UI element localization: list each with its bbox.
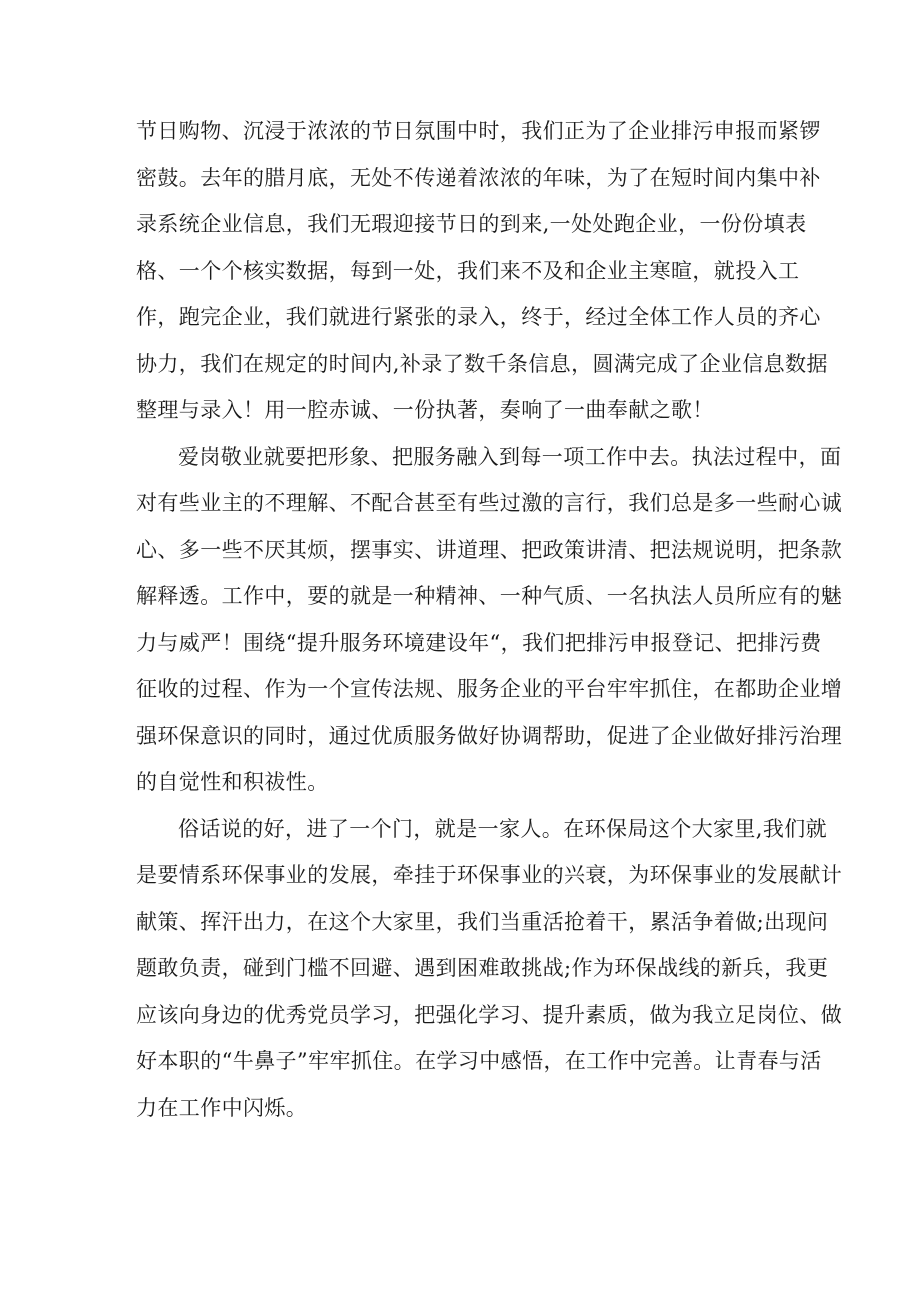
text-line: 俗话说的好，进了一个门，就是一家人。在环保局这个大家里,我们就 [178,816,828,841]
text-line: 解释透。工作中，要的就是一种精神、一种气质、一名执法人员所应有的魅 [136,584,843,608]
text-line: 的自觉性和积祓性。 [136,770,329,794]
text-line: 格、一个个核实数据，每到一处，我们来不及和企业主寒暄，就投入工 [136,258,800,283]
text-line: 征收的过程、作为一个宣传法规、服务企业的平台牢牢抓住，在都助企业增 [136,677,843,701]
text-line: 录系统企业信息，我们无瑕迎接节日的到来,一处处跑企业，一份份填表 [136,212,807,236]
text-line: 作，跑完企业，我们就进行紧张的录入，终于，经过全体工作人员的齐心 [136,305,821,329]
document-body [136,108,843,1131]
text-line: 应该向身边的优秀党员学习，把强化学习、提升素质，做为我立足岗位、做 [136,1002,843,1027]
paragraph-2 [136,434,843,806]
text-line: 密鼓。去年的腊月底，无处不传递着浓浓的年味，为了在短时间内集中补 [136,165,821,190]
text-line: 力与威严！围绕“提升服务环境建设年“，我们把排污申报登记、把排污费 [136,630,822,655]
text-line: 整理与录入！用一腔赤诚、一份执著，奏响了一曲奉献之歌！ [136,398,714,422]
text-line: 协力，我们在规定的时间内,补录了数千条信息，圆满完成了企业信息数据 [136,351,828,376]
text-line: 献策、挥汗出力，在这个大家里，我们当重活抢着干，累活争着做;出现问 [136,909,829,934]
text-line: 好本职的“牛鼻子”牢牢抓住。在学习中感悟，在工作中完善。让青春与活 [136,1049,822,1073]
text-line: 强环保意识的同时，通过优质服务做好协调帮助，促进了企业做好排污治理 [136,723,843,748]
text-line: 节日购物、沉浸于浓浓的节日氛围中时，我们正为了企业排污申报而紧锣 [136,119,821,143]
text-line: 力在工作中闪烁。 [136,1095,308,1120]
text-line: 心、多一些不厌其烦，摆事实、讲道理、把政策讲清、把法规说明，把条款 [136,537,843,562]
text-line: 题敢负责，碰到门槛不回避、遇到困难敢挑战;作为环保战线的新兵，我更 [136,956,829,980]
text-line: 是要情系环保事业的发展，牵挂于环保事业的兴衰，为环保事业的发展献计 [136,863,843,887]
text-line: 对有些业主的不理解、不配合甚至有些过激的言行，我们总是多一些耐心诚 [136,491,843,515]
paragraph-3 [136,806,843,1132]
text-line: 爱岗敬业就要把形象、把服务融入到每一项工作中去。执法过程中，面 [178,444,842,469]
paragraph-1 [136,108,828,434]
